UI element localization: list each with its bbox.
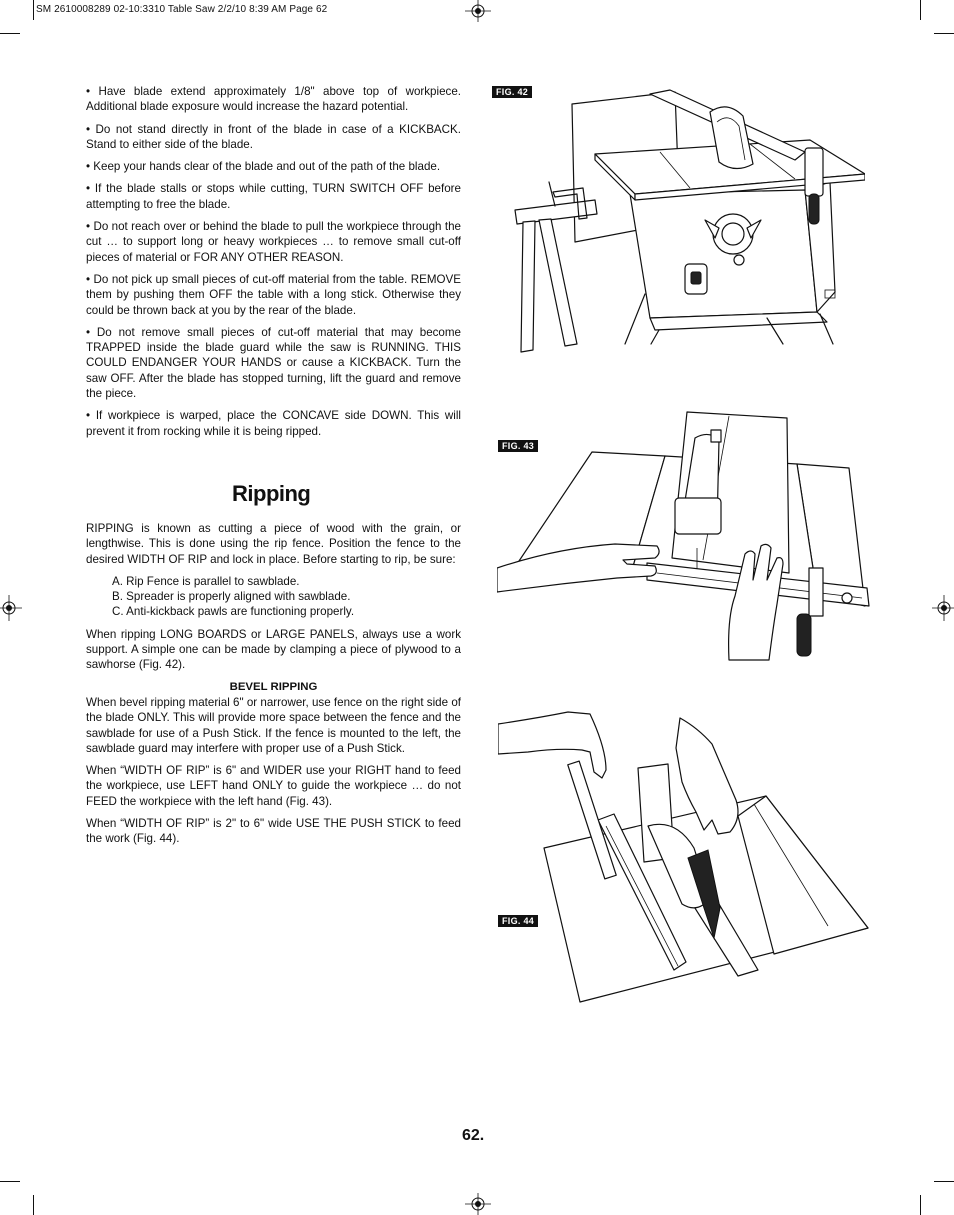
bevel-ripping-heading: BEVEL RIPPING bbox=[229, 680, 318, 693]
crop-mark-bottom-left-v bbox=[33, 1195, 34, 1215]
print-slug: SM 2610008289 02-10:3310 Table Saw 2/2/10 8:39 AM Page 62 bbox=[36, 4, 328, 15]
safety-bullet: • Keep your hands clear of the blade and out of the path of the blade. bbox=[86, 160, 441, 174]
long-boards-paragraph: When ripping LONG BOARDS or LARGE PANELS, always use a work support. A simple one can be made by clamping a piece of plywood to a sawhorse (Fig. 42). bbox=[86, 627, 461, 672]
registration-mark-top bbox=[465, 0, 491, 22]
section-heading-ripping: Ripping bbox=[232, 480, 311, 506]
crop-mark-top-right-h bbox=[934, 33, 954, 34]
ripping-intro: RIPPING is known as cutting a piece of wood with the grain, or lengthwise. This is done using the rip fence. Position the fence to the desired WIDTH OF RIP and lock in place. Before starting to rip, be sure: bbox=[86, 521, 461, 566]
crop-mark-bottom-right-v bbox=[920, 1195, 921, 1215]
registration-mark-bottom bbox=[465, 1193, 491, 1215]
crop-mark-top-right-v bbox=[920, 0, 921, 20]
safety-bullet: • Have blade extend approximately 1/8" above top of workpiece. Additional blade exposure would increase the hazard potential. bbox=[86, 85, 461, 114]
fig-44-label: FIG. 44 bbox=[498, 915, 538, 927]
safety-bullet: • Do not pick up small pieces of cut-off material from the table. REMOVE them by pushing them OFF the table with a long stick. Otherwise they could be thrown back at you by the rear of the blade. bbox=[86, 272, 461, 317]
checklist-item: A. Rip Fence is parallel to sawblade. bbox=[112, 574, 300, 588]
page-number: 62. bbox=[462, 1127, 485, 1144]
safety-bullet: • Do not reach over or behind the blade to pull the workpiece through the cut … to support long or heavy workpieces … to remove small cut-off pieces of material or FOR ANY OTHER REASON. bbox=[86, 220, 461, 264]
text-column bbox=[86, 84, 461, 854]
safety-bullet: • If the blade stalls or stops while cutting, TURN SWITCH OFF before attempting to free the blade. bbox=[86, 182, 461, 211]
safety-bullet: • If workpiece is warped, place the CONCAVE side DOWN. This will prevent it from rocking while it is being ripped. bbox=[86, 409, 461, 438]
registration-mark-right bbox=[932, 595, 954, 621]
crop-mark-top-left-h bbox=[0, 33, 20, 34]
crop-mark-top-left-v bbox=[33, 0, 34, 20]
width-of-rip-push-stick-paragraph: When “WIDTH OF RIP” is 2" to 6" wide USE THE PUSH STICK to feed the work (Fig. 44). bbox=[86, 816, 461, 846]
bevel-ripping-paragraph: When bevel ripping material 6" or narrower, use fence on the right side of the blade ONLY. This will provide more space between the fence and the sawblade for use of a Push Stick. If the fence is mounted to the left, the sawblade guard may interfere with proper use of a Push Stick. bbox=[86, 695, 461, 755]
width-of-rip-wider-paragraph: When “WIDTH OF RIP” is 6" and WIDER use your RIGHT hand to feed the workpiece, use LEFT hand ONLY to guide the workpiece … do not FEED the workpiece with the left hand (Fig. 43). bbox=[86, 764, 461, 808]
fig-42-label: FIG. 42 bbox=[492, 86, 532, 98]
checklist-item: B. Spreader is properly aligned with sawblade. bbox=[112, 590, 351, 604]
safety-bullet: • Do not remove small pieces of cut-off material that may become TRAPPED inside the blade guard while the saw is RUNNING. THIS COULD ENDANGER YOUR HANDS or cause a KICKBACK. Turn the saw OFF. After the blade has stopped turning, lift the guard and remove the piece. bbox=[86, 325, 461, 401]
checklist-item: C. Anti-kickback pawls are functioning properly. bbox=[112, 605, 355, 619]
registration-mark-left bbox=[0, 595, 22, 621]
fig-43-ripping-with-hands-illustration bbox=[497, 408, 897, 668]
fig-42-table-saw-with-sawhorse-illustration bbox=[505, 82, 865, 362]
crop-mark-bottom-left-h bbox=[0, 1181, 20, 1182]
ripping-checklist bbox=[86, 574, 461, 620]
fig-44-push-stick-ripping-illustration bbox=[498, 708, 888, 1008]
crop-mark-bottom-right-h bbox=[934, 1181, 954, 1182]
safety-bullet: • Do not stand directly in front of the blade in case of a KICKBACK. Stand to either side of the blade. bbox=[86, 122, 461, 151]
fig-43-label: FIG. 43 bbox=[498, 440, 538, 452]
